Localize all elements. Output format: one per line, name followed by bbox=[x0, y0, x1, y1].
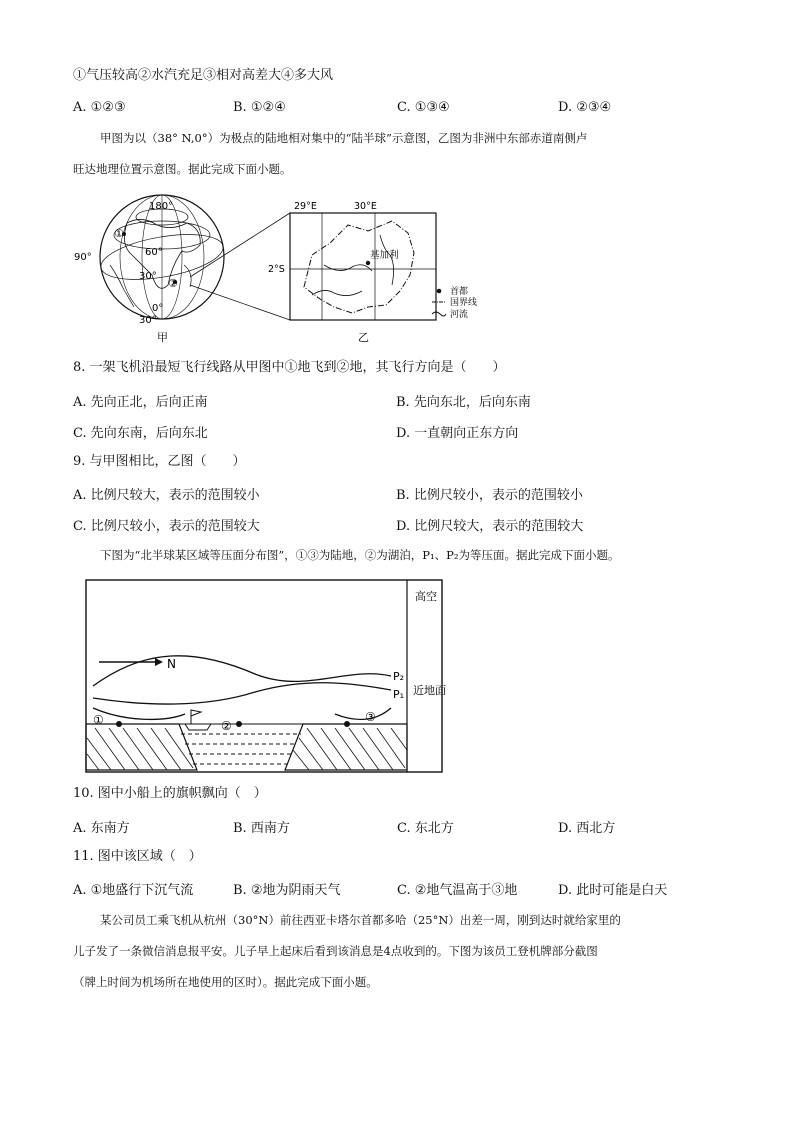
q10-option-c: C. 东北方 bbox=[397, 821, 454, 836]
q7-option-b: B. ①②④ bbox=[233, 100, 286, 115]
globe-label-90: 90° bbox=[74, 252, 92, 263]
intro-paragraph-3b bbox=[73, 936, 743, 998]
intro-paragraph-1 bbox=[100, 123, 740, 154]
intro-1-line-1: 甲图为以（38° N,0°）为极点的陆地相对集中的“陆半球”示意图，乙图为非洲中东部赤道南侧卢 bbox=[100, 131, 588, 145]
land-right bbox=[285, 724, 407, 770]
globe-mark-2: ② bbox=[168, 277, 178, 290]
label-north: N bbox=[167, 657, 176, 671]
q10-option-d: D. 西北方 bbox=[558, 821, 616, 836]
rwanda-map bbox=[290, 213, 436, 320]
globe-label-30s: 30° bbox=[139, 315, 157, 326]
q8-option-a: A. 先向正北，后向正南 bbox=[73, 395, 208, 410]
globe-label-0: 0° bbox=[152, 303, 164, 314]
label-p1: P₁ bbox=[393, 688, 405, 701]
q8-stem: 8. 一架飞机沿最短飞行线路从甲图中①地飞到②地，其飞行方向是（ ） bbox=[73, 360, 506, 375]
q7-option-d: D. ②③④ bbox=[558, 100, 612, 115]
globe-label-60: 60° bbox=[145, 247, 163, 258]
intro-paragraph-2: 下图为“北半球某区域等压面分布图”，①③为陆地，②为湖泊，P₁、P₂为等压面。据此完成下面小题。 bbox=[100, 548, 620, 562]
caption-yi: 乙 bbox=[358, 331, 369, 344]
q9-option-d: D. 比例尺较大，表示的范围较大 bbox=[396, 519, 584, 534]
point-2-label: ② bbox=[221, 719, 232, 733]
label-near-surface: 近地面 bbox=[413, 684, 446, 697]
q11-option-d: D. 此时可能是白天 bbox=[558, 883, 668, 898]
q11-option-a: A. ①地盛行下沉气流 bbox=[73, 883, 194, 898]
intro-paragraph-3 bbox=[100, 905, 740, 936]
globe-label-180: 180° bbox=[149, 201, 174, 212]
boat-with-flag bbox=[185, 710, 211, 730]
q9-option-c: C. 比例尺较小，表示的范围较大 bbox=[73, 519, 260, 534]
globe-mark-1: ① bbox=[114, 227, 124, 240]
q8-option-c: C. 先向东南，后向东北 bbox=[73, 426, 208, 441]
q7-option-c: C. ①③④ bbox=[397, 100, 450, 115]
lake bbox=[181, 734, 301, 764]
map-capital-kigali: 基加利 bbox=[370, 250, 399, 261]
figure-isobar bbox=[85, 578, 445, 774]
point-3-label: ③ bbox=[365, 710, 376, 724]
q10-option-b: B. 西南方 bbox=[233, 821, 290, 836]
caption-jia: 甲 bbox=[157, 331, 168, 344]
globe-label-30: 30° bbox=[139, 271, 157, 282]
q10-stem: 10. 图中小船上的旗帜飘向（ ） bbox=[73, 786, 267, 801]
legend-river: 河流 bbox=[450, 310, 469, 320]
question-items: ①气压较高②水汽充足③相对高差大④多大风 bbox=[73, 68, 334, 83]
map-legend bbox=[432, 289, 446, 316]
q10-option-a: A. 东南方 bbox=[73, 821, 130, 836]
q9-option-a: A. 比例尺较大，表示的范围较小 bbox=[73, 488, 260, 503]
q7-option-a: A. ①②③ bbox=[73, 100, 126, 115]
q9-stem: 9. 与甲图相比，乙图（ ） bbox=[73, 454, 246, 469]
legend-capital: 首都 bbox=[450, 287, 469, 297]
label-high-altitude: 高空 bbox=[415, 590, 437, 603]
intro-3-line-1: 某公司员工乘飞机从杭州（30°N）前往西亚卡塔尔首都多哈（25°N）出差一周，刚到达时就给家里的 bbox=[100, 913, 621, 927]
intro-1-line-2: 旺达地理位置示意图。据此完成下面小题。 bbox=[73, 162, 292, 176]
intro-3-line-3: （牌上时间为机场所在地使用的区时）。据此完成下面小题。 bbox=[73, 975, 378, 989]
map-lat-2s: 2°S bbox=[268, 264, 285, 275]
q11-option-c: C. ②地气温高于③地 bbox=[397, 883, 518, 898]
q11-option-b: B. ②地为阴雨天气 bbox=[233, 883, 341, 898]
legend-border: 国界线 bbox=[450, 298, 478, 308]
q8-option-d: D. 一直朝向正东方向 bbox=[396, 426, 519, 441]
intro-paragraph-1b bbox=[73, 154, 723, 185]
map-lon-29e: 29°E bbox=[294, 201, 317, 212]
q8-option-b: B. 先向东北，后向东南 bbox=[396, 395, 531, 410]
q11-stem: 11. 图中该区域（ ） bbox=[73, 849, 202, 864]
point-1-label: ① bbox=[93, 713, 104, 727]
figure-globe-map bbox=[72, 195, 478, 345]
intro-3-line-2: 儿子发了一条微信消息报平安。儿子早上起床后看到该消息是4点收到的。下图为该员工登机牌部分截图 bbox=[73, 944, 598, 958]
land-left bbox=[86, 724, 197, 770]
label-p2: P₂ bbox=[393, 670, 405, 683]
q9-option-b: B. 比例尺较小，表示的范围较小 bbox=[396, 488, 583, 503]
map-lon-30e: 30°E bbox=[354, 201, 377, 212]
